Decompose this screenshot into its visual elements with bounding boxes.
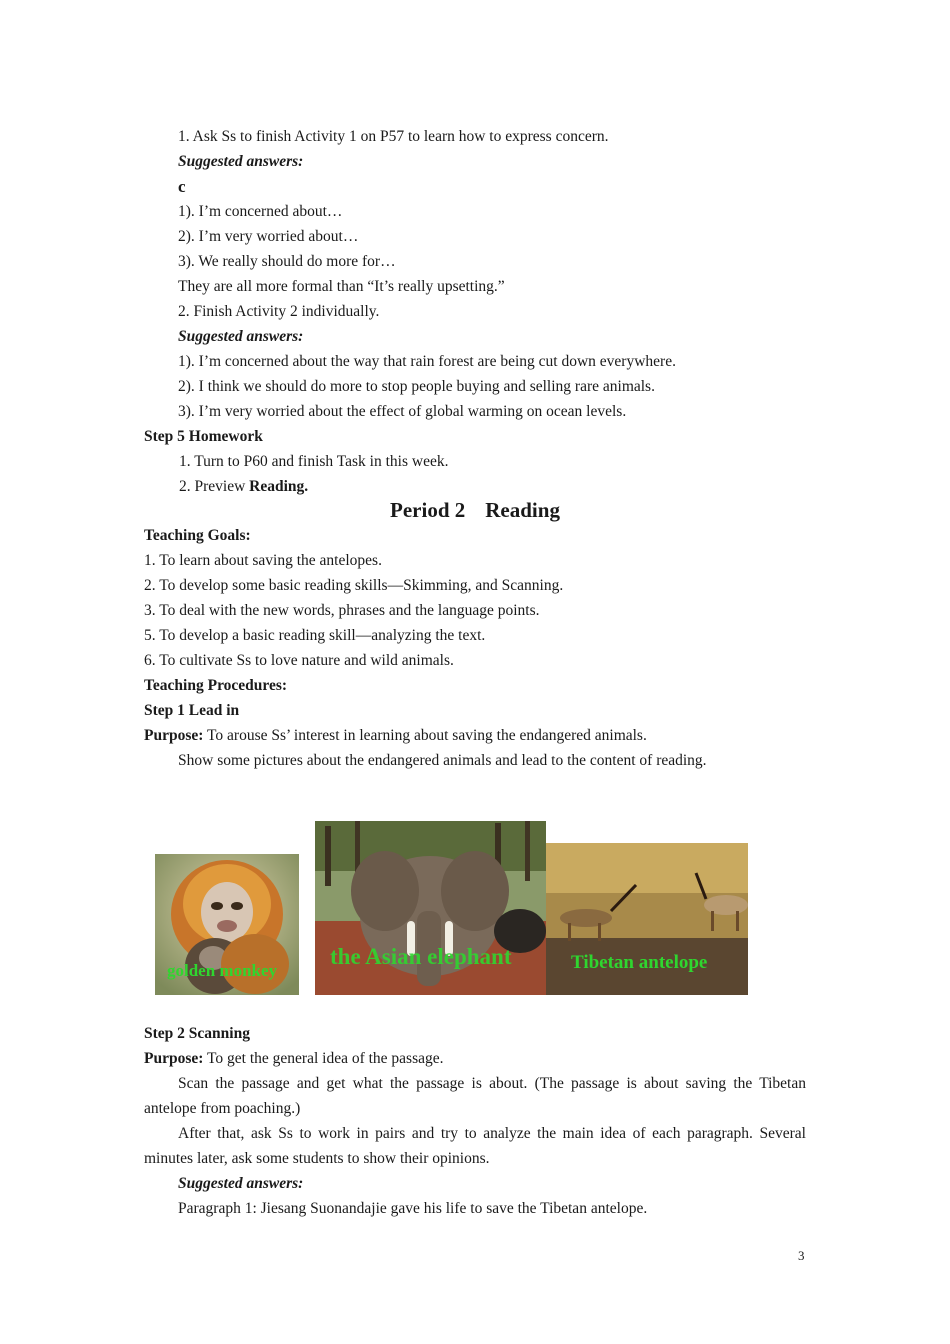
page-number: 3 xyxy=(798,1248,805,1263)
procedures-heading: Teaching Procedures: xyxy=(144,677,288,694)
goal-item: 5. To develop a basic reading skill—analyzing the text. xyxy=(144,627,486,644)
homework-item-2: 2. Preview Reading. xyxy=(179,478,309,495)
goals-heading: Teaching Goals: xyxy=(144,527,251,544)
step2-pairs-paragraph: After that, ask Ss to work in pairs and try to analyze the main idea of each paragraph. Several minutes later, ask some students to show their opinions. xyxy=(144,1125,806,1167)
paragraph-1-answer: Paragraph 1: Jiesang Suonandajie gave his life to save the Tibetan antelope. xyxy=(178,1200,648,1217)
homework-item-1: 1. Turn to P60 and finish Task in this week. xyxy=(179,453,449,470)
period-title: Period 2 Reading xyxy=(390,498,560,522)
concern-item-2: 2). I’m very worried about… xyxy=(178,228,359,245)
answer-item-2: 2). I think we should do more to stop people buying and selling rare animals. xyxy=(178,378,655,395)
step1-heading: Step 1 Lead in xyxy=(144,702,240,719)
step1-purpose: Purpose: To arouse Ss’ interest in learning about saving the endangered animals. xyxy=(144,727,647,744)
formal-note: They are all more formal than “It’s really upsetting.” xyxy=(178,278,505,295)
suggested-answers-label: Suggested answers: xyxy=(178,328,304,345)
task1-text: 1. Ask Ss to finish Activity 1 on P57 to learn how to express concern. xyxy=(178,128,609,145)
goal-item: 2. To develop some basic reading skills—Skimming, and Scanning. xyxy=(144,577,564,594)
answer-item-3: 3). I’m very worried about the effect of global warming on ocean levels. xyxy=(178,403,627,420)
answer-letter: c xyxy=(178,177,186,196)
goal-item: 3. To deal with the new words, phrases and the language points. xyxy=(144,602,540,619)
step2-scan-paragraph: Scan the passage and get what the passage is about. (The passage is about saving the Tibetan antelope from poaching.) xyxy=(144,1075,806,1117)
suggested-answers-label: Suggested answers: xyxy=(178,1175,304,1192)
task2-text: 2. Finish Activity 2 individually. xyxy=(178,303,380,320)
concern-item-1: 1). I’m concerned about… xyxy=(178,203,343,220)
asian-elephant-caption: the Asian elephant xyxy=(330,944,512,969)
goal-item: 1. To learn about saving the antelopes. xyxy=(144,552,382,569)
step2-heading: Step 2 Scanning xyxy=(144,1025,250,1042)
step1-body: Show some pictures about the endangered animals and lead to the content of reading. xyxy=(178,752,707,769)
goal-item: 6. To cultivate Ss to love nature and wild animals. xyxy=(144,652,454,669)
answer-item-1: 1). I’m concerned about the way that rain forest are being cut down everywhere. xyxy=(178,353,676,370)
tibetan-antelope-caption: Tibetan antelope xyxy=(571,952,708,973)
suggested-answers-label: Suggested answers: xyxy=(178,153,304,170)
concern-item-3: 3). We really should do more for… xyxy=(178,253,396,270)
step5-heading: Step 5 Homework xyxy=(144,428,263,445)
golden-monkey-caption: golden monkey xyxy=(167,961,278,980)
step2-purpose: Purpose: To get the general idea of the passage. xyxy=(144,1050,444,1067)
